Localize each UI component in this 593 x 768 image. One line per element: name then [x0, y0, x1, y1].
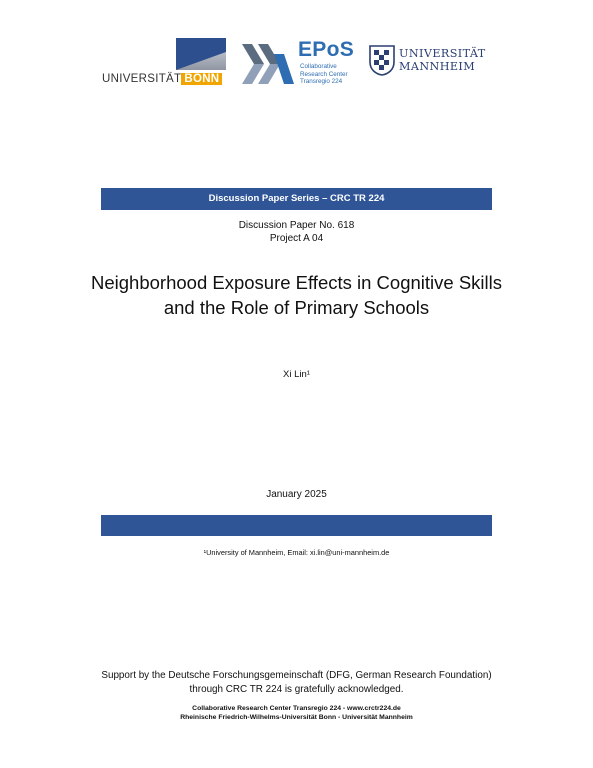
- mannheim-logo-line2: MANNHEIM: [399, 60, 476, 73]
- mannheim-logo-line1: UNIVERSITÄT: [399, 47, 486, 60]
- epos-logo-sub1: Collaborative: [300, 63, 337, 70]
- paper-title-line1: Neighborhood Exposure Effects in Cognitive Skills: [91, 272, 502, 293]
- epos-mark-icon: [240, 44, 296, 84]
- epos-logo-subtitle: [300, 63, 348, 86]
- footer: [0, 704, 593, 722]
- epos-logo-sub3: Transregio 224: [300, 78, 343, 85]
- funding-line1: Support by the Deutsche Forschungsgemeinschaft (DFG, German Research Foundation): [101, 670, 492, 681]
- project-label: Project A 04: [269, 233, 324, 244]
- epos-logo-title: EPoS: [298, 38, 355, 61]
- paper-title-line2: and the Role of Primary Schools: [163, 297, 430, 318]
- bonn-logo-text: [102, 73, 222, 85]
- author-affiliation: ¹University of Mannheim, Email: xi.lin@uni-mannheim.de: [203, 548, 390, 557]
- footer-line2: Rheinische Friedrich-Wilhelms-Universität Bonn - Universität Mannheim: [180, 714, 413, 721]
- series-banner: Discussion Paper Series – CRC TR 224: [101, 188, 492, 210]
- funding-line2: through CRC TR 224 is gratefully acknowledged.: [189, 684, 404, 695]
- bonn-logo-word: UNIVERSITÄT: [102, 73, 182, 85]
- mannheim-logo-text: [399, 47, 486, 73]
- publication-date: January 2025: [266, 489, 327, 500]
- paper-number: Discussion Paper No. 618: [238, 220, 355, 231]
- footer-line1: Collaborative Research Center Transregio 224 - www.crctr224.de: [192, 705, 401, 712]
- epos-logo-sub2: Research Center: [300, 70, 348, 78]
- paper-title: [0, 270, 593, 320]
- author-name: Xi Lin¹: [283, 369, 310, 380]
- university-mannheim-logo: [368, 44, 488, 80]
- university-bonn-logo: [100, 38, 226, 88]
- funding-acknowledgement: [0, 669, 593, 697]
- bonn-logo-box: BONN: [181, 73, 222, 85]
- mannheim-seal-icon: [368, 44, 396, 76]
- epos-logo: [240, 40, 365, 92]
- bottom-band: [101, 515, 492, 536]
